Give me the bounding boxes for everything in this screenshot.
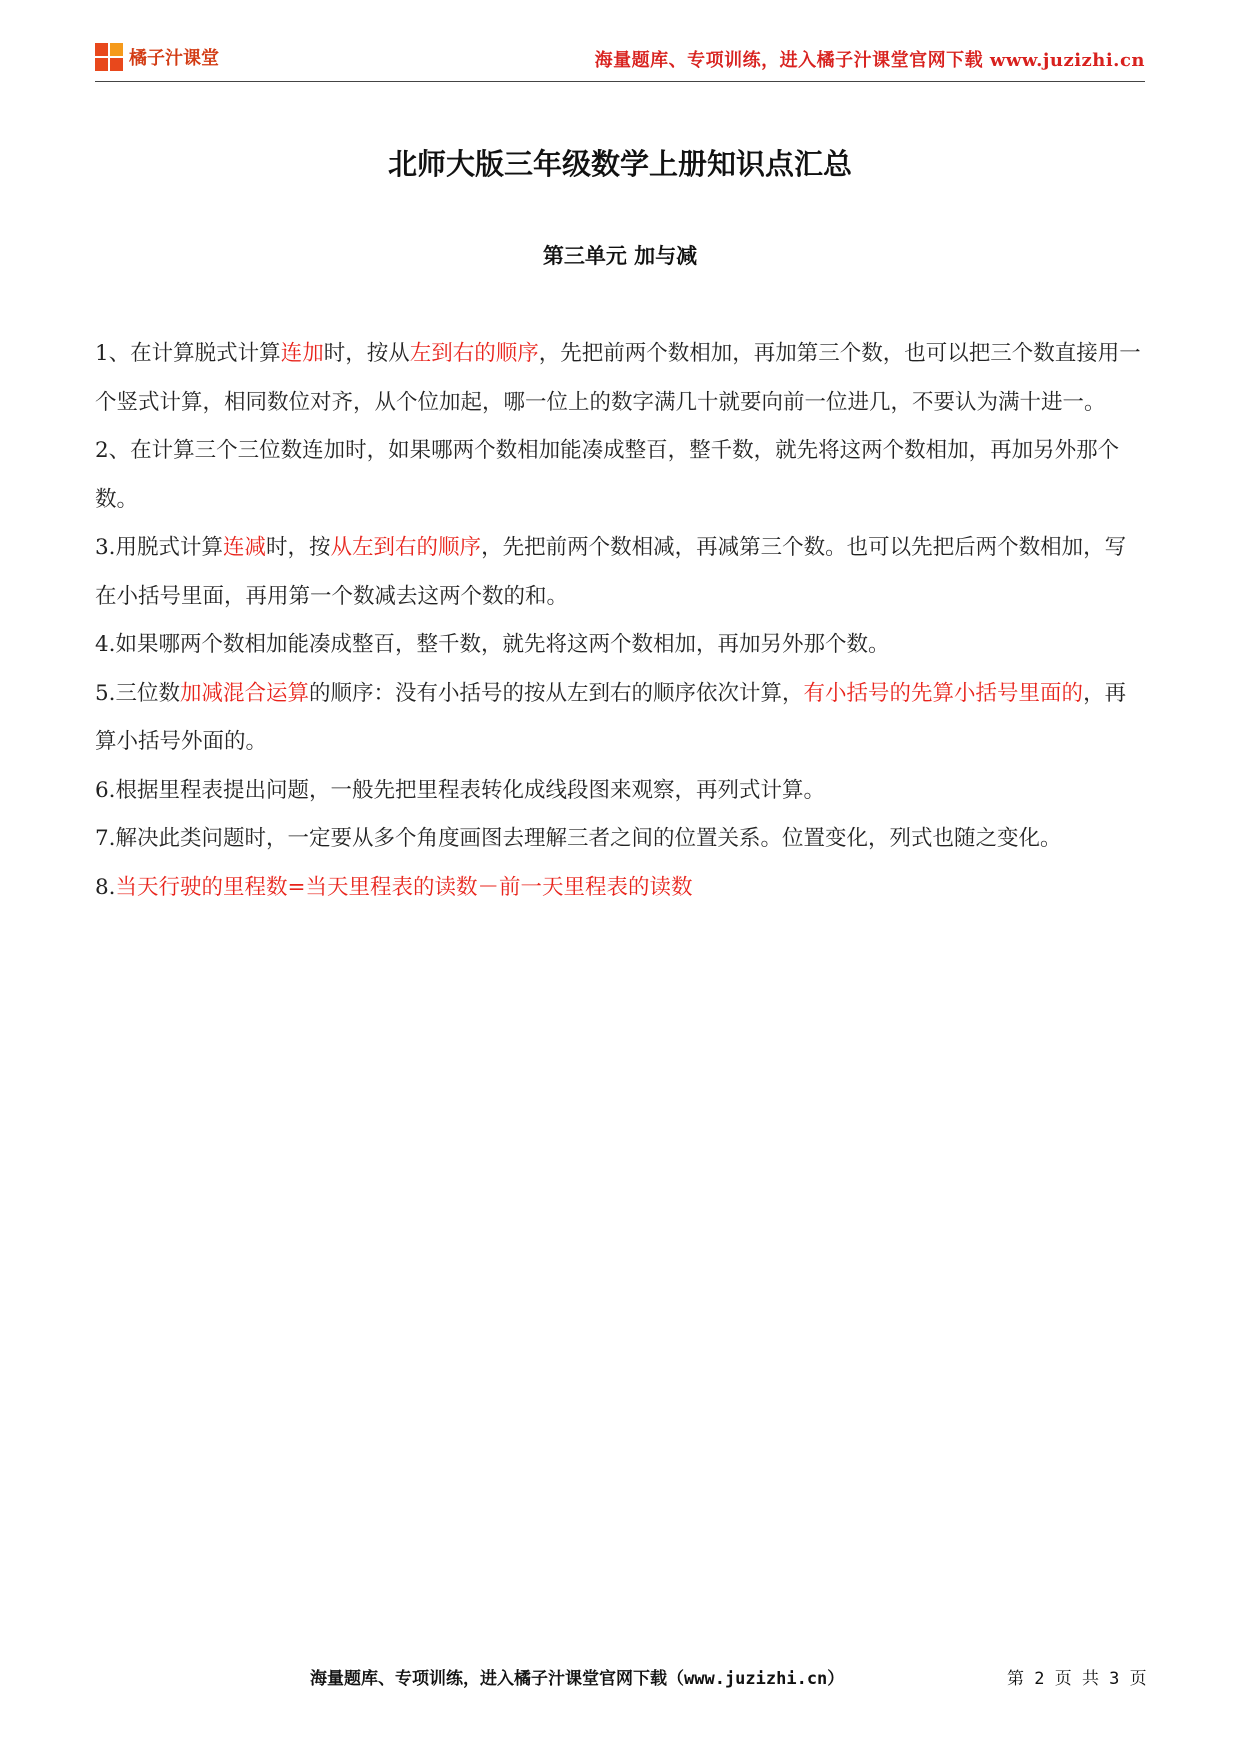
knowledge-point-8: [95, 864, 1145, 913]
body-text: ，先把前两个数相减，再减第三个数。也可以先把后两个数相加，写在小括号里面，再用第一个数减去这两个数的和。: [95, 535, 1127, 609]
knowledge-point-6: [95, 767, 1145, 816]
knowledge-point-5: [95, 670, 1145, 767]
body-text: 时，按从: [323, 341, 410, 366]
body-text: 3.用脱式计算: [95, 535, 224, 560]
page-number: 第 2 页 共 3 页: [1007, 1669, 1147, 1689]
highlight-text: 连减: [223, 535, 267, 560]
body-text: ，先把前两个数相加，再加第三个数，也可以把三个数直接用一个竖式计算，相同数位对齐，从个位加起，哪一位上的数字满几十就要向前一位进几，不要认为满十进一。: [95, 341, 1141, 415]
body-text: 的顺序：没有小括号的按从左到右的顺序依次计算，: [309, 680, 804, 706]
body-text: 1、在计算脱式计算: [95, 341, 281, 366]
logo-text: 橘子汁课堂: [129, 48, 219, 69]
knowledge-points: [95, 330, 1145, 912]
body-text: ，再算小括号外面的。: [95, 680, 1127, 754]
brand-logo: [95, 42, 219, 72]
knowledge-point-7: [95, 815, 1145, 864]
body-text: 4.如果哪两个数相加能凑成整百，整千数，就先将这两个数相加，再加另外那个数。: [95, 632, 890, 657]
knowledge-point-3: [95, 524, 1145, 621]
highlight-text: 有小括号的先算小括号里面的: [803, 680, 1084, 706]
highlight-text: 当天行驶的里程数=当天里程表的读数－前一天里程表的读数: [115, 874, 693, 900]
highlight-text: 连加: [280, 341, 324, 366]
knowledge-point-2: [95, 427, 1145, 524]
highlight-text: 从左到右的顺序: [330, 535, 482, 560]
body-text: 7.解决此类问题时，一定要从多个角度画图去理解三者之间的位置关系。位置变化，列式也随之变化。: [95, 826, 1062, 851]
body-text: 时，按: [266, 535, 331, 560]
page-footer: [0, 1664, 1240, 1694]
unit-subtitle: 第三单元 加与减: [542, 243, 698, 268]
body-text: 8.: [95, 874, 116, 900]
footer-slogan: 海量题库、专项训练，进入橘子汁课堂官网下载（www.juzizhi.cn）: [310, 1669, 845, 1689]
body-text: 2、在计算三个三位数连加时，如果哪两个数相加能凑成整百，整千数，就先将这两个数相加，再加另外那个数。: [95, 438, 1120, 512]
logo-icon: [95, 43, 123, 71]
header-slogan: 海量题库、专项训练，进入橘子汁课堂官网下载 www.juzizhi.cn: [594, 50, 1145, 71]
knowledge-point-1: [95, 330, 1145, 427]
highlight-text: 左到右的顺序: [409, 341, 539, 366]
body-text: 5.三位数: [95, 680, 181, 706]
body-text: 6.根据里程表提出问题，一般先把里程表转化成线段图来观察，再列式计算。: [95, 777, 826, 803]
highlight-text: 加减混合运算: [180, 680, 310, 706]
knowledge-point-4: [95, 621, 1145, 670]
document-title: 北师大版三年级数学上册知识点汇总: [387, 147, 852, 181]
page-header: [95, 38, 1145, 82]
